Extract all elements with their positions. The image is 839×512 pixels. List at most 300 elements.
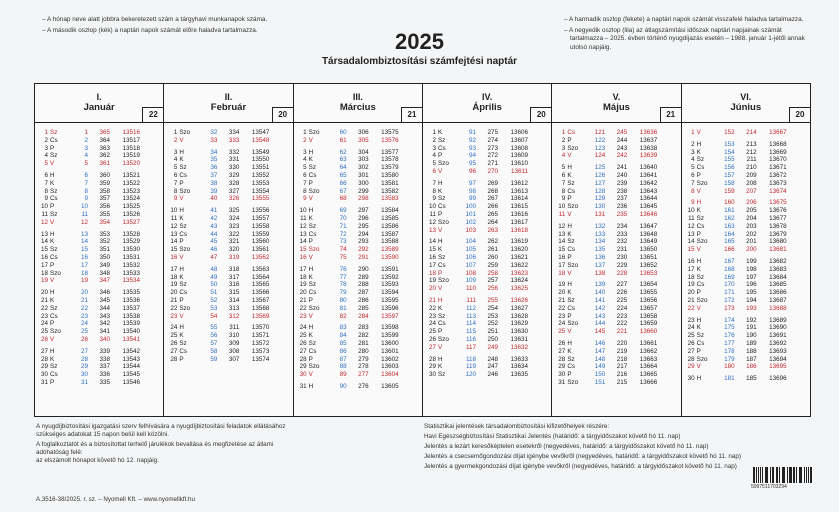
- day-row: [682, 356, 810, 364]
- day-row: [35, 270, 163, 278]
- days-remaining: 288: [358, 281, 369, 289]
- days-remaining: 224: [616, 304, 628, 312]
- weekday: H: [696, 316, 702, 324]
- weekday: K: [179, 156, 184, 164]
- weekday: V: [696, 246, 701, 254]
- day-row: [35, 371, 163, 379]
- weekday: Cs: [50, 371, 58, 379]
- weekday: K: [696, 265, 701, 273]
- day-of-year: 47: [210, 253, 218, 261]
- weekday: K: [567, 289, 572, 297]
- average-period-days: 13549: [251, 148, 270, 156]
- days-remaining: 365: [99, 129, 110, 136]
- day-of-year: 111: [466, 296, 476, 304]
- weekday: Sz: [308, 281, 317, 289]
- weekday: V: [437, 285, 443, 293]
- weekday: H: [308, 265, 314, 273]
- days-remaining: 187: [746, 355, 757, 363]
- weekday: Sz: [696, 214, 704, 222]
- weekday: K: [50, 179, 55, 187]
- day-number: 23: [558, 312, 566, 320]
- day-row: [682, 238, 810, 246]
- weekday: H: [437, 296, 443, 304]
- days-remaining: 253: [487, 312, 498, 320]
- average-period-days: 13671: [769, 164, 787, 172]
- days-remaining: 277: [358, 371, 369, 379]
- day-of-year: 26: [80, 335, 88, 343]
- day-number: 20: [428, 285, 436, 293]
- day-of-year: 42: [210, 214, 218, 222]
- weekday: P: [179, 179, 184, 187]
- average-period-days: 13553: [251, 179, 270, 187]
- month-name: Március: [339, 102, 376, 113]
- day-row: [552, 340, 680, 348]
- average-period-days: 13651: [639, 253, 658, 261]
- days-remaining: 226: [616, 289, 628, 297]
- day-row: [35, 246, 163, 254]
- days-remaining: 295: [358, 222, 369, 230]
- average-period-days: 13646: [639, 210, 658, 218]
- weekday: H: [179, 265, 184, 273]
- day-of-year: 145: [594, 328, 606, 336]
- day-of-year: 121: [594, 129, 606, 136]
- days-remaining: 341: [99, 328, 110, 336]
- day-row: [552, 129, 680, 137]
- day-number: 13: [299, 230, 307, 238]
- day-number: 10: [558, 203, 566, 211]
- weekday: K: [308, 214, 313, 222]
- day-row: [682, 156, 810, 164]
- day-number: 26: [299, 339, 307, 347]
- days-remaining: 251: [487, 328, 498, 336]
- week-block: [294, 129, 422, 145]
- average-period-days: 13614: [510, 195, 528, 203]
- days-remaining: 306: [358, 129, 369, 136]
- day-of-year: 124: [594, 152, 606, 160]
- average-period-days: 13636: [639, 129, 658, 136]
- weekday: H: [696, 257, 702, 265]
- day-row: [164, 266, 292, 274]
- average-period-days: 13563: [251, 265, 270, 273]
- weekday: Cs: [437, 261, 446, 269]
- weekday: Cs: [179, 171, 188, 179]
- day-row: [164, 305, 292, 313]
- month-name: Április: [472, 102, 502, 113]
- weekday: K: [696, 324, 701, 332]
- day-row: [423, 238, 551, 246]
- days-remaining: 248: [487, 355, 498, 363]
- weekday: K: [437, 304, 443, 312]
- day-number: 29: [687, 363, 695, 371]
- day-of-year: 12: [80, 218, 88, 226]
- day-row: [35, 145, 163, 153]
- average-period-days: 13656: [639, 296, 658, 304]
- month-days: [552, 123, 680, 387]
- weekday: V: [308, 371, 313, 379]
- average-period-days: 13635: [510, 371, 528, 379]
- average-period-days: 13552: [251, 171, 270, 179]
- weekday: Szo: [308, 304, 320, 312]
- day-number: 16: [687, 257, 695, 265]
- day-row: [552, 356, 680, 364]
- average-period-days: 13602: [381, 355, 399, 363]
- day-of-year: 22: [80, 304, 88, 312]
- weekday: Szo: [696, 355, 708, 363]
- day-number: 25: [40, 328, 48, 336]
- days-remaining: 317: [228, 273, 240, 281]
- days-remaining: 294: [358, 230, 369, 238]
- days-remaining: 216: [616, 371, 628, 379]
- day-row: [294, 223, 422, 231]
- week-block: [682, 258, 810, 313]
- day-of-year: 101: [465, 210, 476, 218]
- week-block: [552, 223, 680, 278]
- day-of-year: 77: [339, 273, 347, 281]
- average-period-days: 13526: [122, 210, 140, 218]
- days-remaining: 266: [487, 203, 498, 211]
- day-number: 20: [299, 289, 307, 297]
- day-number: 10: [428, 203, 436, 211]
- average-period-days: 13556: [251, 207, 270, 215]
- weekday: H: [50, 289, 55, 297]
- day-row: [35, 336, 163, 344]
- day-row: [164, 246, 292, 254]
- day-row: [552, 297, 680, 305]
- days-remaining: 319: [228, 253, 240, 261]
- day-of-year: 98: [468, 187, 476, 195]
- weekday: P: [567, 312, 572, 320]
- average-period-days: 13557: [251, 214, 270, 222]
- days-remaining: 330: [228, 164, 240, 172]
- average-period-days: 13664: [639, 363, 658, 371]
- average-period-days: 13632: [510, 343, 528, 351]
- month-column: [35, 84, 164, 416]
- days-remaining: 218: [616, 355, 628, 363]
- weekday: H: [437, 238, 443, 246]
- days-remaining: 209: [746, 171, 757, 179]
- day-number: 7: [561, 179, 566, 187]
- average-period-days: 13566: [251, 289, 270, 297]
- day-row: [423, 254, 551, 262]
- average-period-days: 13659: [639, 320, 658, 328]
- average-period-days: 13648: [639, 230, 658, 238]
- day-of-year: 162: [724, 214, 735, 222]
- day-row: [294, 254, 422, 262]
- day-number: 25: [299, 332, 307, 340]
- average-period-days: 13522: [122, 179, 140, 187]
- day-row: [294, 289, 422, 297]
- average-period-days: 13538: [122, 312, 140, 320]
- day-number: 19: [299, 281, 307, 289]
- day-number: 28: [170, 355, 178, 363]
- day-row: [552, 238, 680, 246]
- day-of-year: 122: [594, 136, 606, 144]
- days-remaining: 292: [358, 246, 369, 254]
- day-row: [35, 363, 163, 371]
- average-period-days: 13680: [769, 238, 787, 246]
- days-remaining: 244: [616, 136, 628, 144]
- days-remaining: 301: [358, 171, 369, 179]
- workday-count: 20: [530, 107, 551, 122]
- day-row: [552, 313, 680, 321]
- day-row: [552, 379, 680, 387]
- days-remaining: 287: [358, 289, 369, 297]
- day-row: [552, 211, 680, 219]
- day-number: 28: [40, 355, 48, 363]
- average-period-days: 13543: [122, 355, 140, 363]
- day-row: [423, 219, 551, 227]
- days-remaining: 299: [358, 187, 369, 195]
- weekday: Sz: [50, 187, 58, 195]
- day-of-year: 105: [465, 246, 476, 254]
- weekday: V: [179, 195, 184, 203]
- day-number: 4: [173, 156, 178, 164]
- month-name: Június: [730, 102, 762, 113]
- day-number: 17: [428, 261, 436, 269]
- day-number: 3: [691, 148, 695, 156]
- average-period-days: 13577: [381, 148, 399, 156]
- day-number: 28: [299, 355, 307, 363]
- days-remaining: 350: [99, 253, 110, 261]
- day-of-year: 125: [594, 164, 606, 172]
- day-of-year: 68: [339, 195, 347, 203]
- day-row: [294, 129, 422, 137]
- day-number: 1: [561, 129, 566, 136]
- day-of-year: 51: [210, 289, 218, 297]
- weekday: K: [308, 156, 313, 164]
- average-period-days: 13594: [381, 289, 399, 297]
- day-number: 2: [44, 136, 48, 144]
- day-number: 12: [687, 222, 695, 230]
- day-number: 12: [170, 222, 178, 230]
- day-row: [164, 313, 292, 321]
- weekday: Sz: [179, 164, 187, 172]
- day-number: 2: [303, 136, 307, 144]
- day-row: [682, 199, 810, 207]
- average-period-days: 13587: [381, 230, 399, 238]
- day-of-year: 20: [80, 289, 88, 297]
- average-period-days: 13604: [381, 371, 399, 379]
- average-period-days: 13642: [639, 179, 658, 187]
- day-row: [423, 145, 551, 153]
- day-number: 15: [558, 246, 566, 254]
- days-remaining: 361: [99, 160, 110, 168]
- day-of-year: 123: [594, 144, 606, 152]
- day-row: [423, 246, 551, 254]
- days-remaining: 259: [487, 261, 498, 269]
- day-of-year: 7: [84, 179, 88, 187]
- day-of-year: 29: [80, 363, 88, 371]
- day-number: 11: [558, 210, 566, 218]
- day-row: [552, 152, 680, 160]
- day-number: 18: [428, 269, 436, 277]
- average-period-days: 13546: [122, 378, 140, 386]
- average-period-days: 13572: [251, 339, 270, 347]
- day-of-year: 176: [724, 332, 735, 340]
- day-number: 20: [558, 289, 566, 297]
- weekday: K: [308, 332, 313, 340]
- day-row: [164, 356, 292, 364]
- day-of-year: 8: [84, 187, 88, 195]
- day-of-year: 130: [594, 203, 606, 211]
- days-remaining: 255: [487, 296, 498, 304]
- bottom-right-3: Jelentés a lezárt keresőképtelen esetekről (negyedéves, határidő: a tárgyidőszakot követő hó 11. nap): [424, 443, 709, 450]
- day-row: [294, 371, 422, 379]
- average-period-days: 13670: [769, 156, 787, 164]
- day-row: [35, 180, 163, 188]
- day-row: [294, 207, 422, 215]
- day-row: [423, 336, 551, 344]
- day-of-year: 37: [210, 171, 218, 179]
- day-number: 22: [428, 304, 436, 312]
- weekday: Cs: [50, 253, 58, 261]
- workday-count: 20: [789, 107, 810, 122]
- average-period-days: 13683: [769, 265, 787, 273]
- day-number: 30: [299, 371, 307, 379]
- day-row: [423, 328, 551, 336]
- day-of-year: 119: [465, 363, 476, 371]
- day-of-year: 57: [210, 339, 218, 347]
- weekday: P: [567, 371, 572, 379]
- days-remaining: 311: [229, 324, 240, 332]
- month-header: [294, 84, 422, 123]
- day-of-year: 63: [339, 156, 347, 164]
- days-remaining: 314: [228, 296, 240, 304]
- weekday: H: [179, 324, 184, 332]
- day-row: [552, 305, 680, 313]
- day-row: [423, 211, 551, 219]
- day-number: 24: [40, 320, 48, 328]
- day-of-year: 144: [594, 320, 606, 328]
- day-of-year: 120: [465, 371, 476, 379]
- day-row: [552, 137, 680, 145]
- weekday: Szo: [437, 335, 449, 343]
- days-remaining: 336: [99, 371, 110, 379]
- day-of-year: 43: [210, 222, 218, 230]
- day-number: 24: [299, 324, 307, 332]
- average-period-days: 13568: [251, 304, 270, 312]
- weekday: Szo: [179, 304, 191, 312]
- day-number: 26: [40, 335, 48, 343]
- day-row: [164, 223, 292, 231]
- days-remaining: 254: [487, 304, 498, 312]
- day-number: 17: [687, 265, 695, 273]
- day-of-year: 141: [594, 296, 606, 304]
- day-row: [423, 313, 551, 321]
- average-period-days: 13586: [381, 222, 399, 230]
- days-remaining: 262: [487, 238, 498, 246]
- day-row: [682, 246, 810, 254]
- day-number: 5: [44, 160, 48, 168]
- day-row: [423, 152, 551, 160]
- days-remaining: 200: [746, 246, 757, 254]
- days-remaining: 273: [487, 144, 498, 152]
- weekday: Szo: [567, 203, 579, 211]
- weekday: Szo: [696, 296, 708, 304]
- bottom-left-1: A nyugdíjbiztosítási igazgatási szerv felhívására a nyugdíjbiztosítási feladatok ellátásához szükséges adatokat 15 napon belül kell közölni.: [36, 423, 286, 438]
- day-row: [682, 207, 810, 215]
- days-remaining: 281: [358, 339, 369, 347]
- day-of-year: 13: [80, 230, 88, 238]
- average-period-days: 13692: [769, 339, 787, 347]
- day-row: [423, 203, 551, 211]
- days-remaining: 249: [487, 343, 498, 351]
- days-remaining: 240: [616, 171, 628, 179]
- average-period-days: 13685: [769, 281, 787, 289]
- day-row: [682, 281, 810, 289]
- day-number: 9: [173, 195, 178, 203]
- day-row: [35, 160, 163, 168]
- day-of-year: 139: [594, 281, 606, 289]
- weekday: P: [437, 210, 443, 218]
- barcode: [753, 463, 813, 483]
- days-remaining: 234: [616, 222, 628, 230]
- week-block: [294, 324, 422, 379]
- day-row: [294, 164, 422, 172]
- day-number: 5: [561, 164, 566, 172]
- day-number: 18: [558, 269, 566, 277]
- days-remaining: 324: [228, 214, 240, 222]
- days-remaining: 360: [99, 171, 110, 179]
- average-period-days: 13521: [122, 171, 140, 179]
- day-number: 22: [170, 304, 178, 312]
- average-period-days: 13525: [122, 203, 140, 211]
- day-row: [35, 254, 163, 262]
- weekday: K: [567, 230, 572, 238]
- week-block: [552, 281, 680, 336]
- day-of-year: 163: [724, 222, 735, 230]
- days-remaining: 205: [746, 207, 757, 215]
- average-period-days: 13645: [639, 203, 658, 211]
- day-number: 5: [173, 164, 178, 172]
- average-period-days: 13548: [251, 136, 270, 144]
- days-remaining: 291: [358, 253, 369, 261]
- days-remaining: 363: [99, 144, 110, 152]
- day-of-year: 99: [468, 195, 476, 203]
- days-remaining: 194: [746, 296, 757, 304]
- day-of-year: 135: [594, 246, 606, 254]
- weekday: Szo: [437, 160, 449, 168]
- day-number: 15: [687, 246, 695, 254]
- days-remaining: 237: [616, 195, 628, 203]
- day-of-year: 32: [210, 129, 218, 136]
- average-period-days: 13618: [510, 226, 528, 234]
- day-number: 17: [299, 265, 307, 273]
- weekday: Cs: [567, 304, 576, 312]
- average-period-days: 13537: [122, 304, 140, 312]
- day-row: [35, 356, 163, 364]
- days-remaining: 358: [99, 187, 110, 195]
- weekday: P: [567, 253, 572, 261]
- day-row: [35, 172, 163, 180]
- average-period-days: 13665: [639, 371, 658, 379]
- day-of-year: 78: [339, 281, 347, 289]
- day-of-year: 138: [594, 269, 606, 277]
- day-number: 1: [303, 129, 307, 136]
- days-remaining: 272: [487, 152, 498, 160]
- day-number: 5: [303, 164, 307, 172]
- barcode-bar: [773, 467, 774, 483]
- day-row: [682, 324, 810, 332]
- days-remaining: 327: [228, 187, 240, 195]
- weekday: Cs: [308, 347, 317, 355]
- month-days: [164, 123, 292, 363]
- days-remaining: 214: [746, 129, 757, 136]
- days-remaining: 215: [616, 378, 628, 386]
- average-period-days: 13559: [251, 230, 270, 238]
- day-row: [164, 324, 292, 332]
- days-remaining: 203: [746, 222, 757, 230]
